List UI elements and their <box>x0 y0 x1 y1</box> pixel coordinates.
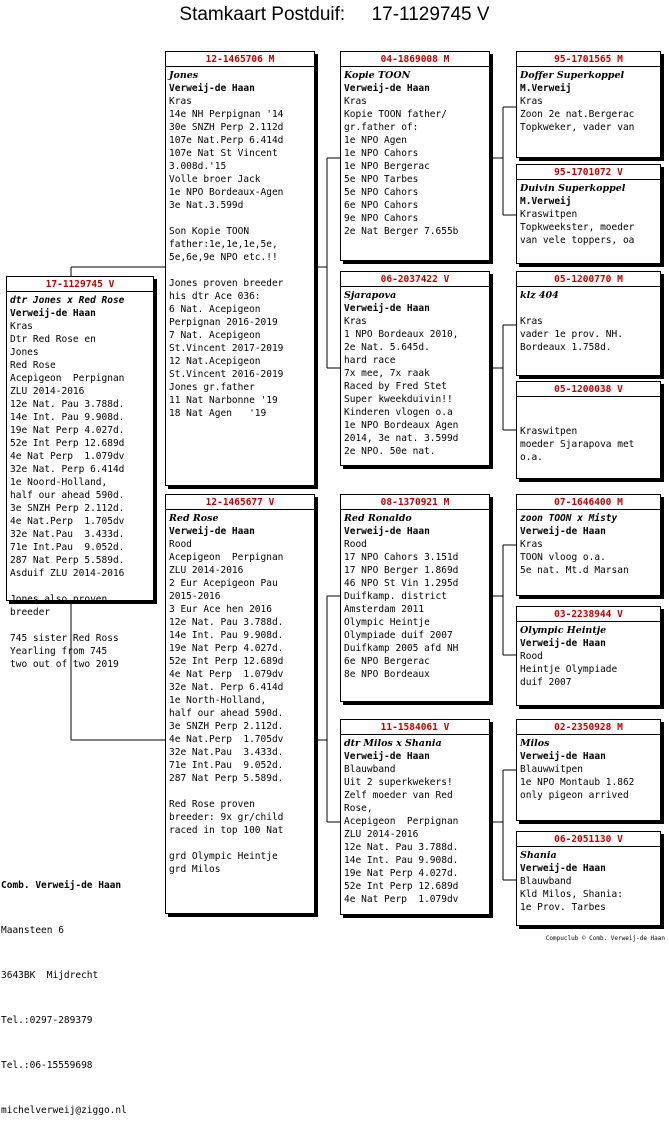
ring-number: 17-1129745 V <box>45 279 115 290</box>
owner-contact <box>1 848 127 1133</box>
detail-line: 19e Nat Perp 4.027d. <box>10 425 125 436</box>
detail-line: Kraswitpen <box>520 209 578 220</box>
detail-line <box>10 580 150 593</box>
detail-line: 2e NPO. 50e nat. <box>344 446 436 457</box>
detail-line: 1e Noord-Holland, <box>10 477 108 488</box>
detail-line <box>169 837 311 850</box>
detail-line: 17 NPO Cahors 3.151d <box>344 552 459 563</box>
detail-line: Jones gr.father <box>169 382 255 393</box>
detail-line <box>169 264 311 277</box>
page-title: Stamkaart Postduif: 17-1129745 V <box>179 4 490 25</box>
detail-line: Rood <box>169 539 192 550</box>
detail-line: 17 NPO Berger 1.869d <box>344 565 459 576</box>
detail-line: Kras <box>169 96 192 107</box>
detail-line: hard race <box>344 355 396 366</box>
pigeon-name: Milos <box>520 738 550 749</box>
owner-mobile: Tel.:06-15559698 <box>1 1060 93 1071</box>
breeder-name: Verweij-de Haan <box>169 526 255 537</box>
pigeon-name: Red Ronaldo <box>344 513 412 524</box>
detail-line: Bordeaux 1.758d. <box>520 342 612 353</box>
breeder-name: Verweij-de Haan <box>344 751 430 762</box>
great-grandparent-card <box>516 271 661 376</box>
detail-line: Acepigeon Perpignan <box>344 816 459 827</box>
ring-number: 06-2037422 V <box>380 274 450 285</box>
detail-line: 32e Nat.Pau 3.433d. <box>10 529 125 540</box>
detail-line: 6e NPO Bergerac <box>344 656 430 667</box>
detail-line: 71e Int.Pau 9.052d. <box>169 760 284 771</box>
detail-line: 8e NPO Bordeaux <box>344 669 430 680</box>
detail-line: two out of two 2019 <box>10 659 119 670</box>
detail-line: duif 2007 <box>520 677 572 688</box>
detail-line: breeder: 9x gr/child <box>169 812 284 823</box>
pigeon-name: Kopie TOON <box>344 70 411 81</box>
detail-line: 3 Eur Ace hen 2016 <box>169 604 272 615</box>
detail-line: 9e NPO Cahors <box>344 213 419 224</box>
detail-line: Olympic Heintje <box>344 617 430 628</box>
pigeon-details <box>520 302 657 354</box>
pigeon-name: Red Rose <box>169 513 219 524</box>
ring-number: 04-1869008 M <box>380 54 450 65</box>
detail-line <box>169 785 311 798</box>
detail-line: Amsterdam 2011 <box>344 604 425 615</box>
detail-line: Jones also proven <box>10 594 108 605</box>
detail-line: Topkweekster, moeder <box>520 222 635 233</box>
pigeon-details <box>169 538 311 876</box>
great-grandparent-card <box>516 719 661 821</box>
owner-email[interactable]: michelverweij@ziggo.nl <box>1 1105 127 1116</box>
great-grandparent-card <box>516 831 661 926</box>
detail-line: 2e Nat. 5.645d. <box>344 342 430 353</box>
pigeon-details <box>520 208 657 247</box>
breeder-name: Verweij-de Haan <box>520 751 606 762</box>
breeder-name: Verweij-de Haan <box>520 863 606 874</box>
pigeon-details <box>520 95 657 134</box>
detail-line: 4e Nat Perp 1.079dv <box>10 451 125 462</box>
detail-line: 4e Nat.Perp 1.705dv <box>10 516 125 527</box>
detail-line <box>169 212 311 225</box>
detail-line: 107e Nat St Vincent <box>169 148 278 159</box>
detail-line: moeder Sjarapova met <box>520 439 635 450</box>
pigeon-name: dtr Milos x Shania <box>344 738 442 749</box>
detail-line: Perpignan 2016-2019 <box>169 317 278 328</box>
ring-number: 08-1370921 M <box>380 497 450 508</box>
owner-phone: Tel.:0297-289379 <box>1 1015 93 1026</box>
detail-line: Kras <box>344 96 367 107</box>
ring-number: 12-1465677 V <box>205 497 275 508</box>
detail-line: Red Rose proven <box>169 799 255 810</box>
detail-line <box>520 399 657 412</box>
detail-line: 7 Nat. Acepigeon <box>169 330 261 341</box>
detail-line: 3e SNZH Perp 2.112d. <box>10 503 125 514</box>
detail-line: 3e Nat.3.599d <box>169 200 244 211</box>
great-grandparent-card <box>516 606 661 706</box>
detail-line: father:1e,1e,1e,5e, <box>169 239 278 250</box>
pigeon-details <box>344 763 486 906</box>
detail-line: 18 Nat Agen '19 <box>169 408 267 419</box>
grandfather-maternal-card <box>340 494 490 702</box>
detail-line: 14e Int. Pau 9.908d. <box>344 855 459 866</box>
great-grandparent-card <box>516 51 661 158</box>
grandmother-paternal-card <box>340 271 490 466</box>
breeder-name: Verweij-de Haan <box>344 526 430 537</box>
breeder-name: M.Verweij <box>520 196 572 207</box>
detail-line: Kras <box>10 321 33 332</box>
detail-line: Raced by Fred Stet <box>344 381 447 392</box>
detail-line: 5e NPO Tarbes <box>344 174 419 185</box>
detail-line: Blauwband <box>344 764 396 775</box>
breeder-name: Verweij-de Haan <box>344 303 430 314</box>
pigeon-details <box>520 875 657 914</box>
breeder-name: Verweij-de Haan <box>520 526 606 537</box>
detail-line: Jones proven breeder <box>169 278 284 289</box>
detail-line: 5e,6e,9e NPO etc.!! <box>169 252 278 263</box>
owner-address: Maansteen 6 <box>1 925 64 936</box>
pigeon-name: Sjarapova <box>344 290 397 301</box>
detail-line: 14e Int. Pau 9.908d. <box>10 412 125 423</box>
detail-line: 1e NPO Bergerac <box>344 161 430 172</box>
pigeon-details <box>344 315 486 458</box>
detail-line: 1 NPO Bordeaux 2010, <box>344 329 459 340</box>
detail-line: 6e NPO Cahors <box>344 200 419 211</box>
detail-line: 19e Nat Perp 4.027d. <box>169 643 284 654</box>
detail-line: Kopie TOON father/ <box>344 109 447 120</box>
breeder-name: Verweij-de Haan <box>169 83 255 94</box>
detail-line: gr.father of: <box>344 122 419 133</box>
detail-line: vader 1e prov. NH. <box>520 329 623 340</box>
detail-line: 12e Nat. Pau 3.788d. <box>344 842 459 853</box>
detail-line: 4e Nat.Perp 1.705dv <box>169 734 284 745</box>
detail-line: only pigeon arrived <box>520 790 629 801</box>
detail-line: 12 Nat.Acepigeon <box>169 356 261 367</box>
pigeon-name: zoon TOON x Misty <box>520 513 618 524</box>
detail-line: Son Kopie TOON <box>169 226 250 237</box>
detail-line: Rose, <box>344 803 373 814</box>
detail-line: Yearling from 745 <box>10 646 108 657</box>
detail-line: half our ahead 590d. <box>169 708 284 719</box>
detail-line: Duifkamp. district <box>344 591 447 602</box>
detail-line: Uit 2 superkwekers! <box>344 777 453 788</box>
detail-line: ZLU 2014-2016 <box>344 829 419 840</box>
pigeon-name: klz 404 <box>520 290 559 301</box>
detail-line: Acepigeon Perpignan <box>10 373 125 384</box>
detail-line: Kras <box>520 316 543 327</box>
detail-line: grd Milos <box>169 864 221 875</box>
detail-line: 71e Int.Pau 9.052d. <box>10 542 125 553</box>
detail-line: 19e Nat Perp 4.027d. <box>344 868 459 879</box>
pigeon-details <box>520 650 657 689</box>
detail-line: Rood <box>520 651 543 662</box>
great-grandparent-card <box>516 164 661 264</box>
ring-number: 05-1200038 V <box>554 384 623 395</box>
pigeon-details <box>344 95 486 238</box>
detail-line: 1e NPO Bordeaux Agen <box>344 420 459 431</box>
detail-line: Kras <box>520 96 543 107</box>
detail-line: 1e NPO Bordeaux-Agen <box>169 187 284 198</box>
detail-line: Blauwwitpen <box>520 764 583 775</box>
detail-line: Red Rose <box>10 360 56 371</box>
detail-line: half our ahead 590d. <box>10 490 125 501</box>
detail-line <box>520 302 657 315</box>
detail-line: 3.008d.'15 <box>169 161 227 172</box>
pigeon-name: Olympic Heintje <box>520 625 607 636</box>
detail-line: 5e NPO Cahors <box>344 187 419 198</box>
pigeon-name: Shania <box>520 850 557 861</box>
ring-number: 95-1701072 V <box>554 167 623 178</box>
detail-line: 14e Int. Pau 9.908d. <box>169 630 284 641</box>
detail-line: Kras <box>520 539 543 550</box>
detail-line: 1e Prov. Tarbes <box>520 902 606 913</box>
detail-line: 745 sister Red Ross <box>10 633 119 644</box>
detail-line: 7x mee, 7x raak <box>344 368 430 379</box>
pigeon-details <box>344 538 486 681</box>
detail-line: Olympiade duif 2007 <box>344 630 453 641</box>
pigeon-details <box>520 399 657 464</box>
detail-line: Acepigeon Perpignan <box>169 552 284 563</box>
ring-number: 07-1646400 M <box>554 497 623 508</box>
detail-line: van vele toppers, oa <box>520 235 635 246</box>
detail-line: ZLU 2014-2016 <box>169 565 244 576</box>
detail-line: 32e Nat.Pau 3.433d. <box>169 747 284 758</box>
detail-line: 52e Int Perp 12.689d <box>10 438 125 449</box>
detail-line: 52e Int Perp 12.689d <box>169 656 284 667</box>
grandfather-paternal-card <box>340 51 490 261</box>
detail-line: 1e NPO Cahors <box>344 148 419 159</box>
detail-line: 11 Nat Narbonne '19 <box>169 395 278 406</box>
detail-line: St.Vincent 2016-2019 <box>169 369 284 380</box>
great-grandparent-card <box>516 494 661 596</box>
detail-line: Rood <box>344 539 367 550</box>
detail-line: 32e Nat. Perp 6.414d <box>169 682 284 693</box>
detail-line: 3e SNZH Perp 2.112d. <box>169 721 284 732</box>
detail-line: 5e nat. Mt.d Marsan <box>520 565 629 576</box>
detail-line: raced in top 100 Nat <box>169 825 284 836</box>
detail-line: Volle broer Jack <box>169 174 261 185</box>
ring-number: 12-1465706 M <box>205 54 275 65</box>
detail-line: Kraswitpen <box>520 426 578 437</box>
pigeon-name: Jones <box>169 70 199 81</box>
detail-line: Kinderen vlogen o.a <box>344 407 453 418</box>
father-card <box>165 51 315 486</box>
detail-line: breeder <box>10 607 51 618</box>
breeder-name: M.Verweij <box>520 83 572 94</box>
detail-line <box>520 412 657 425</box>
detail-line: ZLU 2014-2016 <box>10 386 85 397</box>
detail-line: Dtr Red Rose en <box>10 334 96 345</box>
ring-number: 95-1701565 M <box>554 54 623 65</box>
detail-line <box>10 619 150 632</box>
detail-line: 32e Nat. Perp 6.414d <box>10 464 125 475</box>
detail-line: Duifkamp 2005 afd NH <box>344 643 459 654</box>
detail-line: 12e Nat. Pau 3.788d. <box>169 617 284 628</box>
breeder-name: Verweij-de Haan <box>344 83 430 94</box>
detail-line: 46 NPO St Vin 1.295d <box>344 578 459 589</box>
detail-line: his dtr Ace 036: <box>169 291 261 302</box>
detail-line: Kras <box>344 316 367 327</box>
detail-line: St.Vincent 2017-2019 <box>169 343 284 354</box>
detail-line: grd Olympic Heintje <box>169 851 278 862</box>
great-grandparent-card <box>516 381 661 479</box>
detail-line: 2e Nat Berger 7.655b <box>344 226 459 237</box>
detail-line: Zoon 2e nat.Bergerac <box>520 109 635 120</box>
grandmother-maternal-card <box>340 719 490 915</box>
ring-number: 06-2051130 V <box>554 834 623 845</box>
detail-line: Asduif ZLU 2014-2016 <box>10 568 125 579</box>
detail-line: 14e NH Perpignan '14 <box>169 109 284 120</box>
detail-line: 2015-2016 <box>169 591 221 602</box>
subject-card <box>6 276 154 670</box>
detail-line: Kld Milos, Shania: <box>520 889 623 900</box>
detail-line: 12e Nat. Pau 3.788d. <box>10 399 125 410</box>
detail-line: Zelf moeder van Red <box>344 790 453 801</box>
detail-line: 2014, 3e nat. 3.599d <box>344 433 459 444</box>
detail-line: 30e SNZH Perp 2.112d <box>169 122 284 133</box>
detail-line: 2 Eur Acepigeon Pau <box>169 578 278 589</box>
ring-number: 03-2238944 V <box>554 609 623 620</box>
detail-line: Topkweker, vader van <box>520 122 635 133</box>
pigeon-details <box>169 95 311 420</box>
ring-number: 11-1584061 V <box>380 722 450 733</box>
mother-card <box>165 494 315 914</box>
pigeon-details <box>520 763 657 802</box>
breeder-name: Verweij-de Haan <box>10 308 96 319</box>
detail-line: Super kweekduivin!! <box>344 394 453 405</box>
owner-city: 3643BK Mijdrecht <box>1 970 99 981</box>
detail-line: Heintje Olympiade <box>520 664 618 675</box>
detail-line: Jones <box>10 347 39 358</box>
detail-line: TOON vloog o.a. <box>520 552 606 563</box>
ring-number: 02-2350928 M <box>554 722 623 733</box>
detail-line: 4e Nat Perp 1.079dv <box>344 894 459 905</box>
owner-name: Comb. Verweij-de Haan <box>1 880 122 891</box>
pigeon-details <box>520 538 657 577</box>
detail-line: Blauwband <box>520 876 572 887</box>
detail-line: 1e NPO Montaub 1.862 <box>520 777 635 788</box>
detail-line: 6 Nat. Acepigeon <box>169 304 261 315</box>
detail-line: 107e Nat.Perp 6.414d <box>169 135 284 146</box>
detail-line: 4e Nat Perp 1.079dv <box>169 669 284 680</box>
detail-line: 287 Nat Perp 5.589d. <box>10 555 125 566</box>
detail-line: 52e Int Perp 12.689d <box>344 881 459 892</box>
detail-line: o.a. <box>520 452 543 463</box>
breeder-name: Verweij-de Haan <box>520 638 606 649</box>
detail-line: 287 Nat Perp 5.589d. <box>169 773 284 784</box>
copyright-note: Compuclub © Comb. Verweij-de Haan <box>545 935 665 942</box>
pigeon-name: Doffer Superkoppel <box>520 70 625 81</box>
pigeon-name: dtr Jones x Red Rose <box>10 295 125 306</box>
ring-number: 05-1200770 M <box>554 274 623 285</box>
pigeon-details <box>10 320 150 671</box>
pigeon-name: Duivin Superkoppel <box>520 183 626 194</box>
detail-line: 1e NPO Agen <box>344 135 407 146</box>
detail-line: 1e North-Holland, <box>169 695 267 706</box>
